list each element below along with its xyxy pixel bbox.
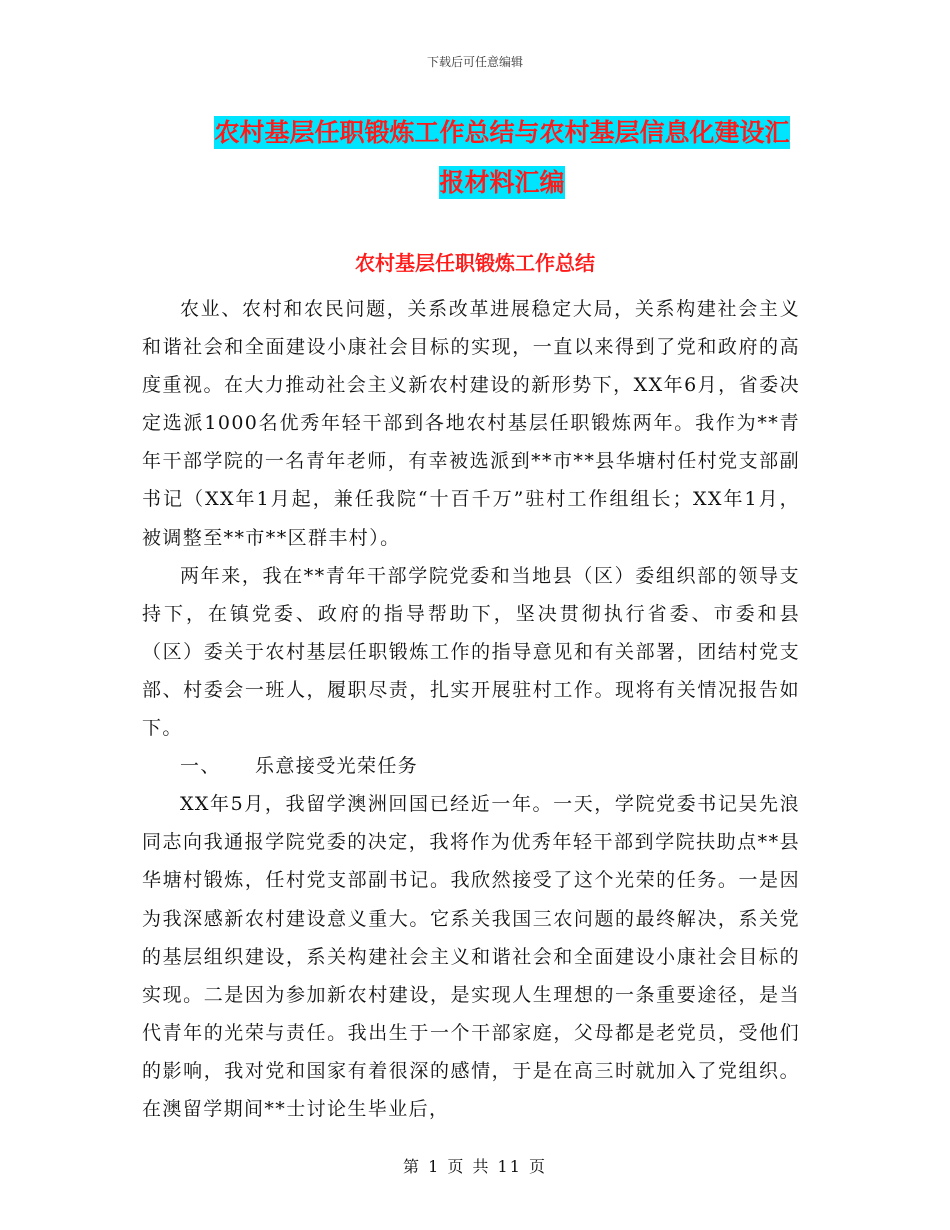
page-footer: 第 1 页 共 11 页 xyxy=(403,1157,547,1176)
document-title-line-1: 农村基层任职锻炼工作总结与农村基层信息化建设汇 xyxy=(214,118,790,147)
paragraph: 农业、农村和农民问题，关系改革进展稳定大局，关系构建社会主义和谐社会和全面建设小康社会目标的实现，一直以来得到了党和政府的高度重视。在大力推动社会主义新农村建设的新形势下，XX年6月，省委决定选派1000名优秀年轻干部到各地农村基层任职锻炼两年。我作为**青年干部学院的一名青年老师，有幸被选派到**市**县华塘村任村党支部副书记（XX年1月起，兼任我院“十百千万”驻村工作组组长；XX年1月，被调整至**市**区群丰村）。 xyxy=(142,298,800,549)
paragraph: 两年来，我在**青年干部学院党委和当地县（区）委组织部的领导支持下，在镇党委、政府的指导帮助下，坚决贯彻执行省委、市委和县（区）委关于农村基层任职锻炼工作的指导意见和有关部署，团结村党支部、村委会一班人，履职尽责，扎实开展驻村工作。现将有关情况报告如下。 xyxy=(142,564,800,740)
document-title xyxy=(192,108,812,208)
section-heading-number: 一、 xyxy=(180,755,221,778)
paragraph: XX年5月，我留学澳洲回国已经近一年。一天，学院党委书记吴先浪同志向我通报学院党委的决定，我将作为优秀年轻干部到学院扶助点**县华塘村锻炼，任村党支部副书记。我欣然接受了这个光荣的任务。一是因为我深感新农村建设意义重大。它系关我国三农问题的最终解决，系关党的基层组织建设，系关构建社会主义和谐社会和全面建设小康社会目标的实现。二是因为参加新农村建设，是实现人生理想的一条重要途径，是当代青年的光荣与责任。我出生于一个干部家庭，父母都是老党员，受他们的影响，我对党和国家有着很深的感情，于是在高三时就加入了党组织。在澳留学期间**士讨论生毕业后， xyxy=(142,793,800,1120)
section-heading-text: 乐意接受光荣任务 xyxy=(255,755,419,778)
header-note: 下载后可任意编辑 xyxy=(426,55,523,69)
section-title: 农村基层任职锻炼工作总结 xyxy=(355,251,595,275)
document-title-line-2: 报材料汇编 xyxy=(439,168,565,197)
document-body xyxy=(142,290,800,1128)
section-heading xyxy=(142,747,800,785)
